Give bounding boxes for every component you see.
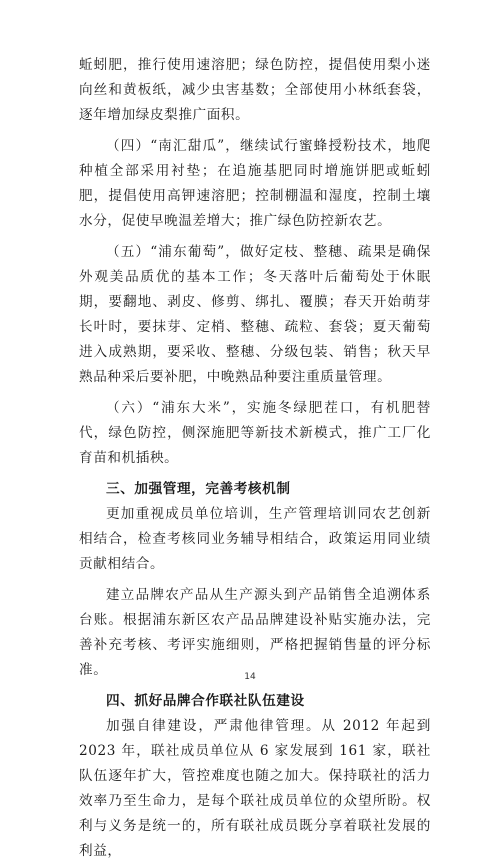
paragraph-pudong-grape: （五）“浦东葡萄”，做好定枝、整穗、疏果是确保外观美品质优的基本工作；冬天落叶后葡萄处于休眠期，要翻地、剥皮、修剪、绑扎、覆膜；春天开始萌芽长叶时，要抹芽、定梢、整穗、疏粒、套袋；夏天葡萄进入成熟期，要采收、整穗、分级包装、销售；秋天早熟品种采后要补肥，中晚熟品种要注重质量管理。 (79, 244, 431, 385)
paragraph-pear-continued: 蚯蚓肥，推行使用速溶肥；绿色防控，提倡使用梨小迷向丝和黄板纸，减少虫害基数；全部使用小林纸套袋，逐年增加绿皮梨推广面积。 (79, 57, 431, 123)
document-body (79, 53, 431, 864)
paragraph-training: 更加重视成员单位培训，生产管理培训同农艺创新相结合，检查考核同业务辅导相结合，政策运用同业绩贡献相结合。 (79, 506, 431, 572)
paragraph-self-discipline: 加强自律建设，严肃他律管理。从 2012 年起到 2023 年，联社成员单位从 6 家发展到 161 家，联社队伍逐年扩大，管控难度也随之加大。保持联社的活力效率乃至生命力，是每个联社成员单位的众望所盼。权利与义务是统一的，所有联社成员既分享着联社发展的利益， (79, 718, 431, 859)
paragraph-nanhui-melon: （四）“南汇甜瓜”，继续试行蜜蜂授粉技术，地爬种植全部采用衬垫；在追施基肥同时增施饼肥或蚯蚓肥，提倡使用高钾速溶肥；控制棚温和湿度，控制土壤水分，促使早晚温差增大；推广绿色防控新农艺。 (79, 138, 431, 229)
section-heading-management: 三、加强管理，完善考核机制 (106, 481, 291, 497)
paragraph-traceability: 建立品牌农产品从生产源头到产品销售全追溯体系台账。根据浦东新区农产品品牌建设补贴实施办法，完善补充考核、考评实施细则，严格把握销售量的评分标准。 (79, 587, 431, 678)
paragraph-pudong-rice: （六）“浦东大米”，实施冬绿肥茬口，有机肥替代，绿色防控，侧深施肥等新技术新模式，推广工厂化育苗和机插秧。 (79, 400, 431, 466)
section-heading-team-building: 四、抓好品牌合作联社队伍建设 (106, 693, 305, 709)
page-number: 14 (244, 672, 256, 682)
